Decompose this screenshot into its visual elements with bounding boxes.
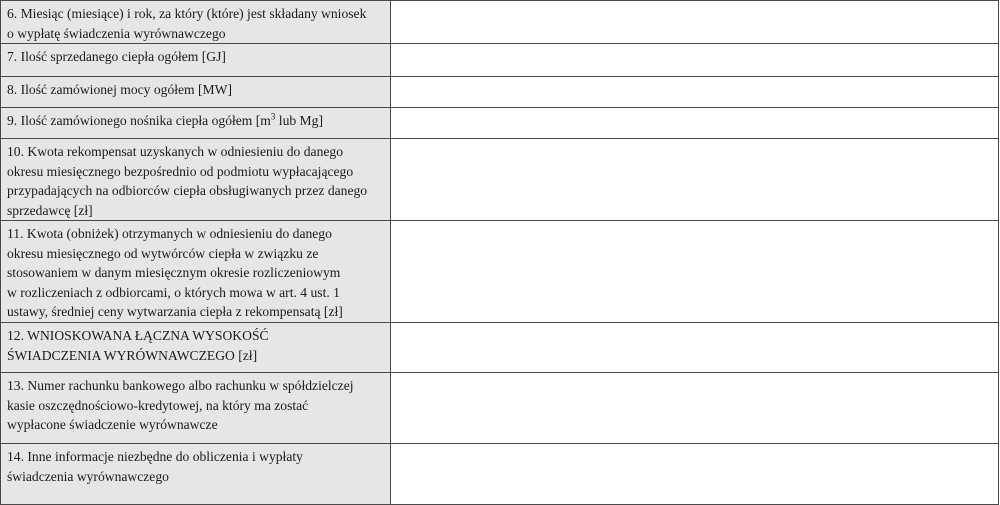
row-label — [1, 1, 391, 44]
row-label-text: 10. Kwota rekompensat uzyskanych w odniesieniu do danego okresu miesięcznego bezpośrednio od podmiotu wypłacającego przypadających na odbiorców ciepła obsługiwanych przez danego sprzedawcę [zł] — [7, 144, 368, 218]
value-cell[interactable] — [391, 323, 999, 373]
row-label — [1, 108, 391, 139]
value-cell[interactable] — [391, 139, 999, 221]
value-cell[interactable] — [391, 221, 999, 323]
value-cell[interactable] — [391, 44, 999, 77]
table-row — [1, 139, 999, 221]
row-label-text: 12. WNIOSKOWANA ŁĄCZNA WYSOKOŚĆ ŚWIADCZENIA WYRÓWNAWCZEGO [zł] — [7, 328, 269, 363]
row-label — [1, 444, 391, 505]
table-row — [1, 44, 999, 77]
superscript: 3 — [270, 111, 276, 122]
value-cell[interactable] — [391, 444, 999, 505]
row-label-text: 14. Inne informacje niezbędne do obliczenia i wypłaty świadczenia wyrównawczego — [7, 449, 303, 484]
row-label — [1, 44, 391, 77]
table-row — [1, 108, 999, 139]
row-label-text: 7. Ilość sprzedanego ciepła ogółem [GJ] — [7, 49, 226, 64]
table-row — [1, 77, 999, 108]
row-label-text: 8. Ilość zamówionej mocy ogółem [MW] — [7, 82, 232, 97]
table-row — [1, 1, 999, 44]
row-label — [1, 221, 391, 323]
table-row — [1, 444, 999, 505]
value-cell[interactable] — [391, 1, 999, 44]
row-label-text-part: lub Mg] — [275, 113, 323, 128]
row-label-text: 6. Miesiąc (miesiące) i rok, za który (które) jest składany wniosek o wypłatę świadczenia wyrównawczego — [7, 6, 367, 41]
row-label-text: 13. Numer rachunku bankowego albo rachunku w spółdzielczej kasie oszczędnościowo-kredytowej, na który ma zostać wypłacone świadczenie wyrównawcze — [7, 378, 354, 432]
row-label — [1, 373, 391, 444]
value-cell[interactable] — [391, 373, 999, 444]
value-cell[interactable] — [391, 77, 999, 108]
value-cell[interactable] — [391, 108, 999, 139]
row-label-text — [7, 113, 323, 128]
row-label — [1, 323, 391, 373]
table-row — [1, 323, 999, 373]
row-label-text-part: 9. Ilość zamówionego nośnika ciepła ogółem [m — [7, 113, 271, 128]
row-label-text: 11. Kwota (obniżek) otrzymanych w odniesieniu do danego okresu miesięcznego od wytwórców ciepła w związku ze stosowaniem w danym miesięcznym okresie rozliczeniowym w rozliczeniach z odbiorcami, o których mowa w art. 4 ust. 1 ustawy, średniej ceny wytwarzania ciepła z rekompensatą [zł] — [7, 226, 343, 319]
table-row — [1, 221, 999, 323]
table-row — [1, 373, 999, 444]
row-label — [1, 77, 391, 108]
row-label — [1, 139, 391, 221]
